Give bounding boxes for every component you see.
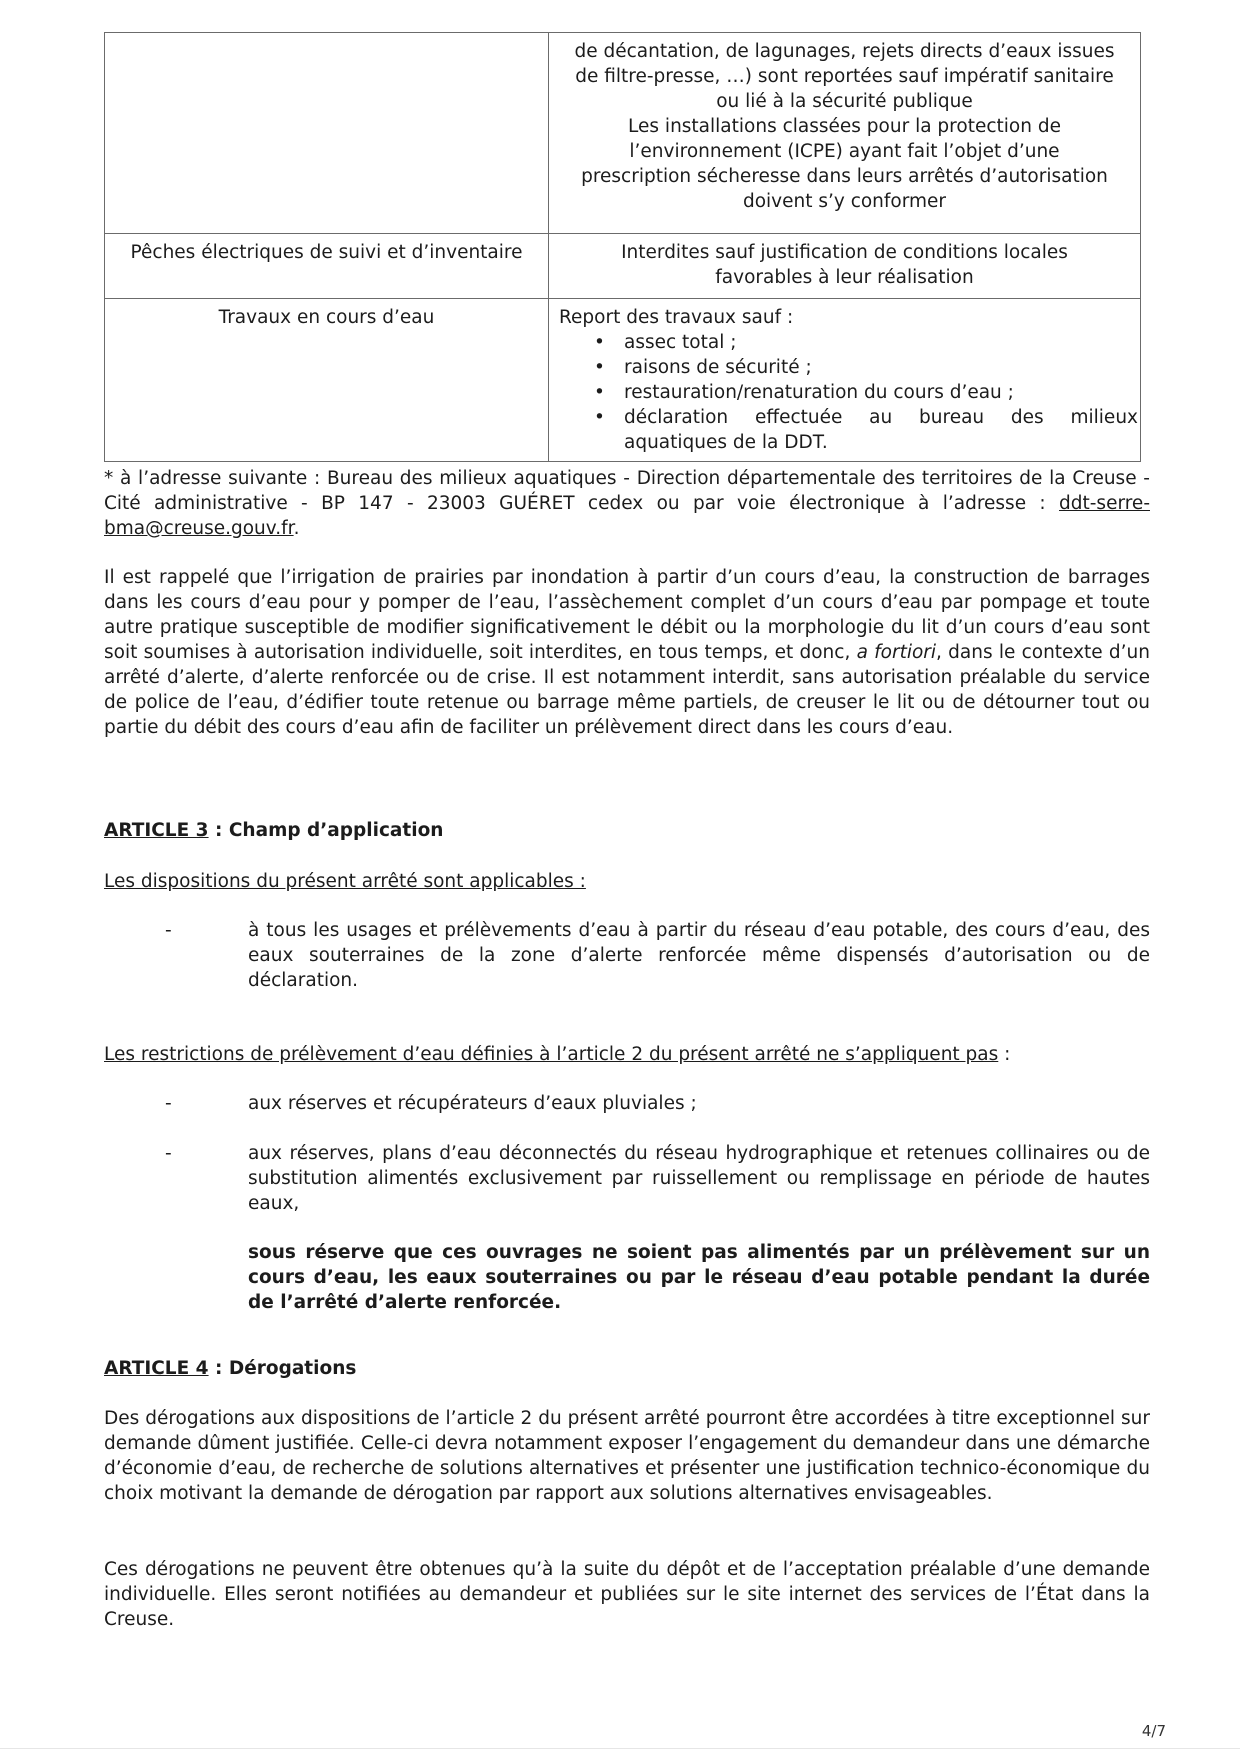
table-cell-usage [105,33,549,234]
condition-note: sous réserve que ces ouvrages ne soient pas alimentés par un prélèvement sur un cours d’eau, les eaux souterraines ou par le réseau d’eau potable pendant la durée de l’arrêté d’alerte renforcée. [248,1242,1150,1313]
table-cell-usage: Pêches électriques de suivi et d’inventaire [105,234,549,299]
applicable-intro: Les dispositions du présent arrêté sont applicables : [104,871,586,892]
cell-line: prescription sécheresse dans leurs arrêtés d’autorisation [581,166,1108,187]
cell-line: de décantation, de lagunages, rejets directs d’eaux issues [574,41,1115,62]
cell-line: Les installations classées pour la protection de [628,116,1061,137]
list-item [559,330,1138,355]
cell-line: de filtre-presse, …) sont reportées sauf impératif sanitaire [575,66,1114,87]
bullet-icon: • [594,332,605,353]
table-cell-measure [549,299,1141,462]
works-exception-list [559,330,1138,455]
list-item-text: raisons de sécurité ; [624,357,812,378]
dash-icon: - [165,920,172,941]
table-cell-measure [549,234,1141,299]
cell-line: favorables à leur réalisation [715,267,974,288]
bullet-icon: • [594,357,605,378]
reminder-italic: a fortiori [856,642,937,663]
cell-line: l’environnement (ICPE) ayant fait l’objet d’une [629,141,1060,162]
exclusion-intro-line [104,1042,1010,1067]
list-item: aux réserves, plans d’eau déconnectés du réseau hydrographique et retenues collinaires ou de substitution alimentés exclusivement par ruissellement ou remplissage en période de hautes eaux, [248,1143,1150,1214]
list-item-text: déclaration effectuée au bureau des milieux aquatiques de la DDT. [624,407,1138,453]
exclusion-intro-end: : [998,1044,1011,1065]
footnote [104,466,1150,541]
page-bottom-edge [0,1748,1240,1749]
table-cell-measure [549,33,1141,234]
reminder-text-end: , dans le contexte d’un arrêté d’alerte, d’alerte renforcée ou de crise. Il est notamment interdit, sans autorisation préalable du service de police de l’eau, d’édifier toute retenue ou barrage même partiels, de creuser le lit ou de détourner tout ou partie du débit des cours d’eau afin de faciliter un prélèvement direct dans les cours d’eau. [104,642,1150,738]
reminder-paragraph [104,565,1150,740]
list-item-text: assec total ; [624,332,737,353]
cell-line: ou lié à la sécurité publique [716,91,973,112]
bullet-icon: • [594,407,605,428]
list-item: aux réserves et récupérateurs d’eaux pluviales ; [248,1093,697,1114]
footnote-end: . [293,518,300,539]
cell-line: doivent s’y conformer [742,191,947,212]
list-item [559,405,1138,455]
article-label: ARTICLE 4 [104,1358,209,1379]
list-item [559,380,1138,405]
email-link[interactable]: ddt-serre-bma@creuse.gouv.fr [104,493,1150,539]
dash-icon: - [165,1143,172,1164]
article-title: : Champ d’application [208,820,444,841]
exclusion-intro: Les restrictions de prélèvement d’eau définies à l’article 2 du présent arrêté ne s’appliquent pas [104,1044,999,1065]
list-item: à tous les usages et prélèvements d’eau à partir du réseau d’eau potable, des cours d’eau, des eaux souterraines de la zone d’alerte renforcée même dispensés d’autorisation ou de déclaration. [248,920,1150,991]
bullet-icon: • [594,382,605,403]
article-3-heading [104,818,443,843]
article-title: : Dérogations [208,1358,357,1379]
table-cell-usage: Travaux en cours d’eau [105,299,549,462]
article-label: ARTICLE 3 [104,820,209,841]
page-number: 4/7 [1141,1722,1166,1740]
works-intro: Report des travaux sauf : [559,307,794,328]
table-row [105,299,1141,462]
list-item [559,355,1138,380]
table-row [105,33,1141,234]
reminder-text: Il est rappelé que l’irrigation de prairies par inondation à partir d’un cours d’eau, la construction de barrages dans les cours d’eau pour y pomper de l’eau, l’assèchement complet d’un cours d’eau par pompage et toute autre pratique susceptible de modifier significativement le débit ou la morphologie du lit d’un cours d’eau sont soit soumises à autorisation individuelle, soit interdites, en tous temps, et donc, [104,567,1150,663]
derogations-procedure-paragraph: Ces dérogations ne peuvent être obtenues qu’à la suite du dépôt et de l’acceptation préalable d’une demande individuelle. Elles seront notifiées au demandeur et publiées sur le site internet des services de l’État dans la Creuse. [104,1559,1150,1630]
article-4-heading [104,1356,356,1381]
dash-icon: - [165,1093,172,1114]
cell-line: Interdites sauf justification de conditions locales [621,242,1068,263]
restrictions-table [104,32,1141,462]
derogations-paragraph: Des dérogations aux dispositions de l’article 2 du présent arrêté pourront être accordées à titre exceptionnel sur demande dûment justifiée. Celle-ci devra notamment exposer l’engagement du demandeur dans une démarche d’économie d’eau, de recherche de solutions alternatives et présenter une justification technico-économique du choix motivant la demande de dérogation par rapport aux solutions alternatives envisageables. [104,1408,1150,1504]
list-item-text: restauration/renaturation du cours d’eau ; [624,382,1014,403]
table-row [105,234,1141,299]
footnote-text: * à l’adresse suivante : Bureau des milieux aquatiques - Direction départementale des territoires de la Creuse - Cité administrative - BP 147 - 23003 GUÉRET cedex ou par voie électronique à l’adresse : [104,468,1150,514]
